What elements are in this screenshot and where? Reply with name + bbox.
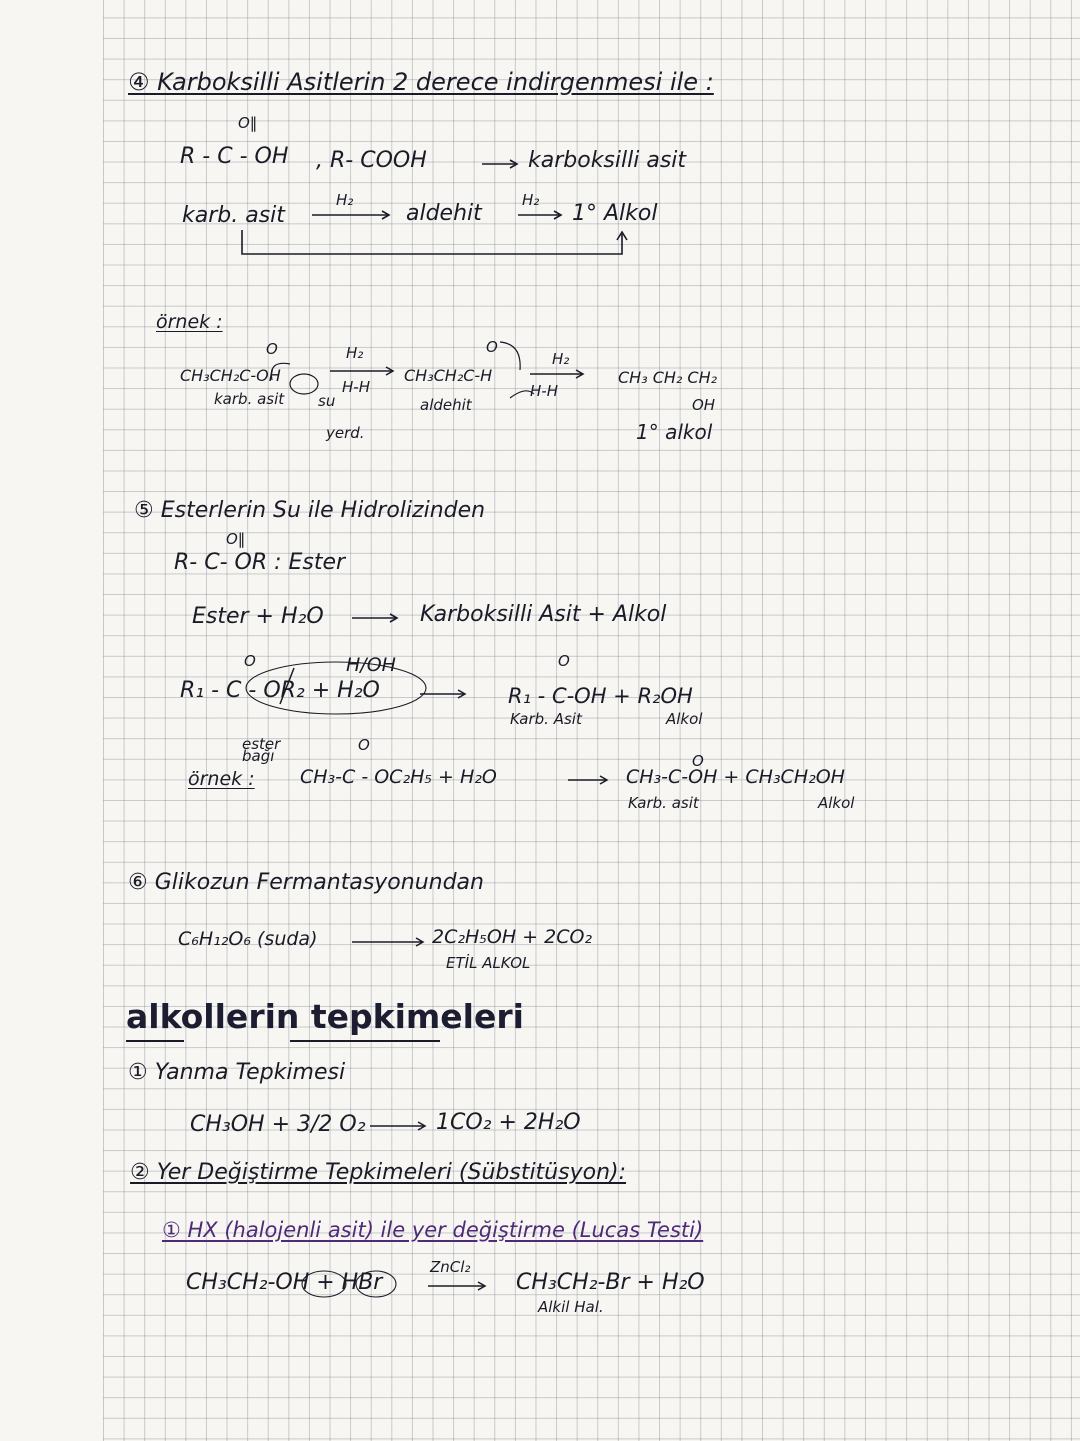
carbonyl-oxygen-mark: O <box>692 752 704 770</box>
chain-start: karb. asit <box>182 203 285 228</box>
example-alcohol-label: Alkol <box>818 794 855 812</box>
section-5-heading: ⑤ Esterlerin Su ile Hidrolizinden <box>134 498 486 523</box>
mechanism-acid-label: Karb. Asit <box>510 710 582 728</box>
carbonyl-oxygen-mark: O <box>266 340 278 358</box>
carboxylic-acid-label: karboksilli asit <box>528 148 687 173</box>
hh-label: H-H <box>530 382 558 400</box>
carboxylic-acid-formula: R - C - OH <box>180 144 289 169</box>
h-oh-label: H/OH <box>346 654 396 676</box>
carbonyl-oxygen-mark: O <box>244 652 256 670</box>
combustion-left: CH₃OH + 3/2 O₂ <box>190 1112 366 1137</box>
arrow-icon <box>352 936 428 948</box>
h2-label-a: H₂ <box>336 191 354 209</box>
fermentation-product-label: ETİL ALKOL <box>446 954 531 972</box>
electron-arrow-icon <box>264 350 324 410</box>
arrow-icon <box>482 158 522 170</box>
carbonyl-oxygen-mark: O <box>558 652 570 670</box>
carbonyl-oxygen-mark: O‖ <box>226 530 246 548</box>
title-underline <box>290 1040 440 1042</box>
yer-degistirme-label: yerd. <box>326 424 365 442</box>
lucas-product-label: Alkil Hal. <box>538 1298 604 1316</box>
example-product-oh: OH <box>692 396 716 414</box>
h2-label: H₂ <box>346 344 364 362</box>
mechanism-alcohol-label: Alkol <box>666 710 703 728</box>
substitution-heading: ② Yer Değiştirme Tepkimeleri (Sübstitüsyon): <box>130 1160 627 1185</box>
combustion-right: 1CO₂ + 2H₂O <box>436 1110 581 1135</box>
example-intermediate-label: aldehit <box>420 396 472 414</box>
ester-hydrolysis-left: Ester + H₂O <box>192 604 324 629</box>
mechanism-right: R₁ - C-OH + R₂OH <box>508 684 693 708</box>
arrow-icon <box>530 368 588 380</box>
section-4-heading: ④ Karboksilli Asitlerin 2 derece indirgenmesi ile : <box>128 68 714 96</box>
hh-label: H-H <box>342 378 370 396</box>
arrow-icon <box>518 209 566 221</box>
example-reactant: CH₃CH₂C-OH <box>180 366 281 385</box>
section-6-heading: ⑥ Glikozun Fermantasyonundan <box>128 870 484 895</box>
example-label: örnek : <box>188 768 255 790</box>
h2-label-b: H₂ <box>522 191 540 209</box>
lucas-right: CH₃CH₂-Br + H₂O <box>516 1270 705 1295</box>
example-left: CH₃-C - OC₂H₅ + H₂O <box>300 766 497 788</box>
arrow-icon <box>568 774 612 786</box>
h2-label: H₂ <box>552 350 570 368</box>
ester-hydrolysis-right: Karboksilli Asit + Alkol <box>420 602 667 627</box>
example-reactant-label: karb. asit <box>214 390 285 408</box>
arrow-icon <box>420 688 470 700</box>
chain-mid: aldehit <box>406 201 482 226</box>
su-label: su <box>318 392 336 410</box>
lucas-left: CH₃CH₂-OH + HBr <box>186 1270 383 1295</box>
carbonyl-oxygen-mark: O <box>358 736 370 754</box>
mechanism-left: R₁ - C - OR₂ + H₂O <box>180 678 380 703</box>
example-product: CH₃ CH₂ CH₂ <box>618 368 718 387</box>
example-label: örnek : <box>156 311 223 333</box>
bypass-bracket <box>238 228 638 260</box>
lucas-catalyst: ZnCl₂ <box>430 1258 471 1276</box>
ester-formula: R- C- OR : Ester <box>174 550 346 575</box>
arrow-icon <box>330 365 398 377</box>
carbonyl-oxygen-mark: O‖ <box>238 114 258 132</box>
glucose-formula: C₆H₁₂O₆ (suda) <box>178 928 318 950</box>
example-intermediate: CH₃CH₂C-H <box>404 366 493 385</box>
example-right: CH₃-C-OH + CH₃CH₂OH <box>626 766 845 788</box>
example-product-label: 1° alkol <box>636 420 713 444</box>
lucas-test-heading: ① HX (halojenli asit) ile yer değiştirme (Lucas Testi) <box>162 1218 704 1242</box>
arrow-icon <box>352 612 402 624</box>
chain-end: 1° Alkol <box>572 201 658 226</box>
ester-bond-label: ester bağı <box>242 735 281 765</box>
combustion-heading: ① Yanma Tepkimesi <box>128 1060 346 1085</box>
fermentation-product: 2C₂H₅OH + 2CO₂ <box>432 926 593 948</box>
title-underline <box>126 1040 184 1042</box>
arrow-icon <box>312 209 394 221</box>
electron-arrow-icon <box>284 1264 404 1304</box>
example-acid-label: Karb. asit <box>628 794 699 812</box>
carboxylic-acid-formula-short: , R- COOH <box>316 148 427 173</box>
arrow-icon <box>428 1280 490 1292</box>
carbonyl-oxygen-mark: O <box>486 338 498 356</box>
arrow-icon <box>370 1120 430 1132</box>
section-title: alkollerin tepkimeleri <box>126 997 524 1036</box>
